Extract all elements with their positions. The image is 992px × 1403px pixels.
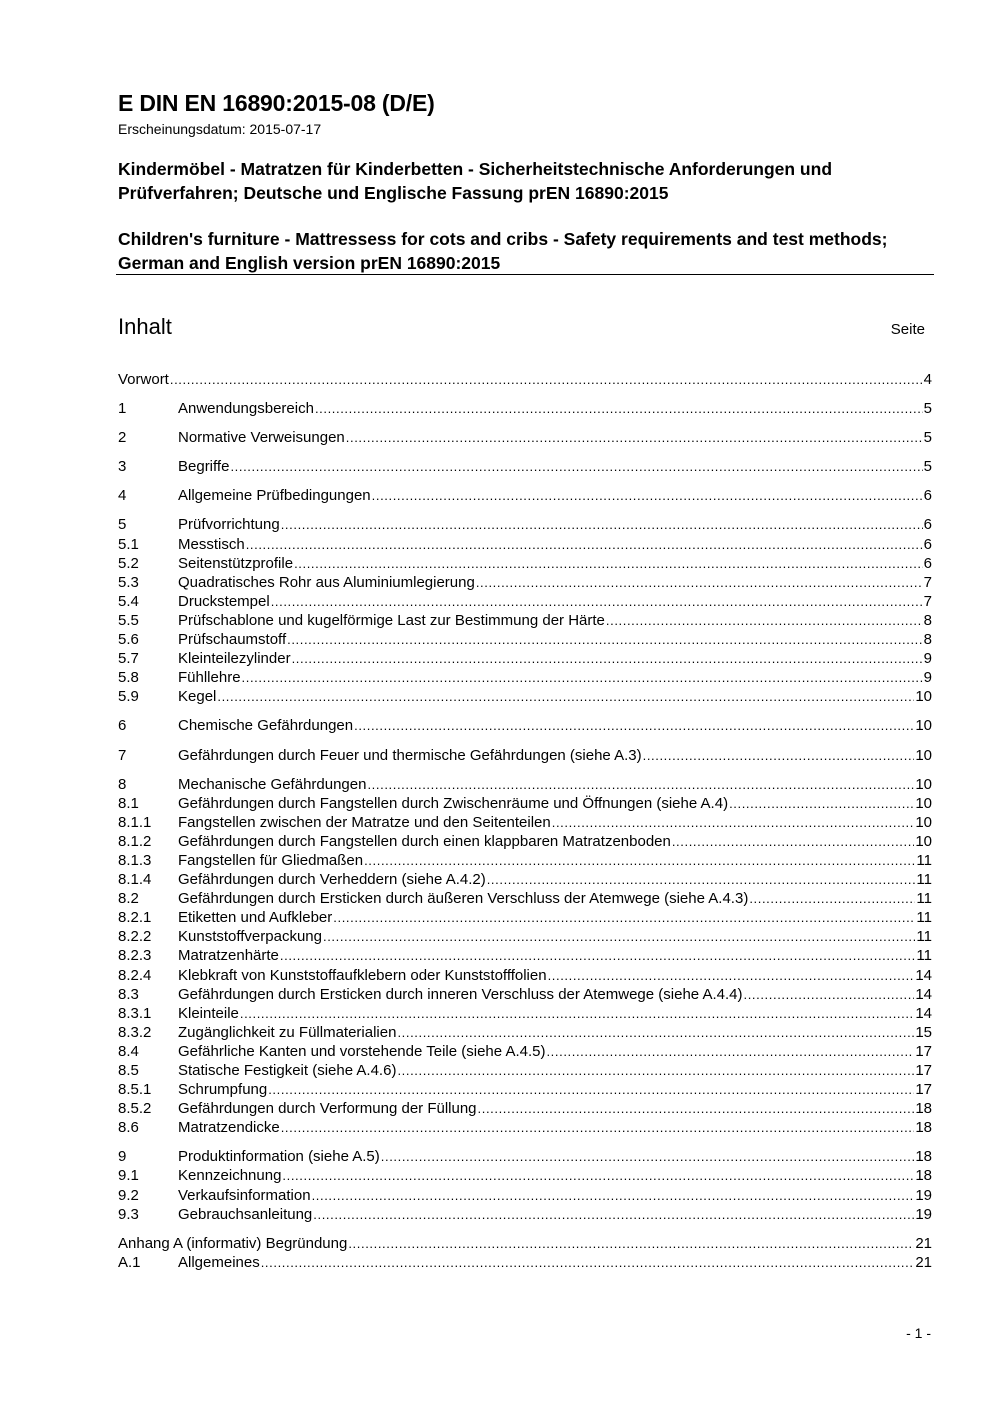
toc-leader-dots	[367, 775, 914, 794]
toc-entry-title: Druckstempel	[178, 592, 270, 610]
toc-leader-dots	[261, 1253, 915, 1272]
toc-entry-title: Statische Festigkeit (siehe A.4.6)	[178, 1062, 397, 1079]
toc-leader-dots	[487, 870, 916, 889]
toc-entry-page: 18	[915, 1148, 932, 1166]
toc-leader-dots	[372, 486, 923, 505]
toc-entry-title: Klebkraft von Kunststoffaufklebern oder Kunststofffolien	[178, 966, 547, 984]
toc-entry-page: 5	[923, 458, 932, 476]
toc-entry[interactable]	[118, 1166, 932, 1185]
toc-leader-dots	[292, 649, 923, 668]
toc-entry[interactable]	[118, 746, 932, 765]
toc-entry[interactable]	[118, 832, 932, 851]
toc-entry-title: Gefährdungen durch Verformung der Füllung	[178, 1100, 477, 1118]
toc-entry-page: 14	[915, 1004, 932, 1022]
toc-leader-dots	[744, 985, 915, 1004]
toc-entry[interactable]	[118, 1118, 932, 1137]
toc-leader-dots	[333, 908, 915, 927]
toc-entry-page: 11	[916, 851, 932, 869]
toc-entry[interactable]	[118, 1080, 932, 1099]
toc-entry-page: 11	[916, 928, 932, 946]
toc-leader-dots	[397, 1023, 914, 1042]
toc-entry-number: 8.2.1	[118, 909, 152, 927]
toc-leader-dots	[242, 668, 923, 687]
toc-entry-page: 17	[915, 1081, 932, 1099]
toc-leader-dots	[240, 1004, 914, 1023]
toc-entry[interactable]	[118, 1023, 932, 1042]
toc-leader-dots	[294, 554, 923, 573]
toc-leader-dots	[282, 1166, 914, 1185]
toc-entry-page: 6	[923, 516, 932, 534]
toc-entry[interactable]	[118, 1042, 932, 1061]
toc-entry-title: Kunststoffverpackung	[178, 928, 322, 946]
toc-entry-number: 8.1	[118, 794, 139, 812]
toc-entry[interactable]	[118, 515, 932, 534]
toc-entry-number: 8.2.3	[118, 947, 152, 965]
toc-entry-title: Vorwort	[118, 371, 169, 388]
toc-leader-dots	[170, 370, 923, 389]
toc-entry[interactable]	[118, 649, 932, 668]
toc-entry-number: 5	[118, 516, 127, 534]
toc-entry-page: 19	[915, 1205, 932, 1223]
toc-entry[interactable]	[118, 1147, 932, 1166]
annex-label: Anhang A	[118, 1234, 183, 1252]
toc-entry-number: 8.6	[118, 1119, 139, 1137]
toc-leader-dots	[246, 535, 923, 554]
toc-entry-page: 4	[923, 371, 932, 388]
toc-entry-number: 8.5.1	[118, 1081, 152, 1099]
toc-entry[interactable]	[118, 1253, 932, 1272]
toc-entry-page: 11	[916, 890, 932, 908]
toc-entry-number: 8.1.1	[118, 813, 152, 831]
toc-entry-number: 8.5	[118, 1062, 139, 1079]
toc-entry-number: 8.3.1	[118, 1004, 152, 1022]
toc-leader-dots	[281, 1118, 915, 1137]
toc-entry-number: 3	[118, 458, 127, 476]
toc-entry-title: Matratzenhärte	[178, 947, 279, 965]
toc-heading: Inhalt	[118, 314, 172, 339]
toc-leader-dots	[478, 1099, 915, 1118]
document-id: E DIN EN 16890:2015-08 (D/E)	[118, 90, 435, 116]
toc-entry-number: 9.2	[118, 1186, 139, 1204]
toc-entry-page: 19	[915, 1186, 932, 1204]
toc-entry-title: Schrumpfung	[178, 1081, 268, 1099]
toc-entry-title: Anwendungsbereich	[178, 400, 314, 418]
toc-entry[interactable]	[118, 573, 932, 592]
toc-leader-dots	[348, 1234, 914, 1253]
toc-entry-title: Kleinteilezylinder	[178, 650, 291, 668]
toc-leader-dots	[552, 813, 915, 832]
toc-entry-title: Kleinteile	[178, 1004, 239, 1022]
toc-entry-title: Kennzeichnung	[178, 1167, 282, 1185]
toc-entry-number: 8.3	[118, 985, 139, 1003]
toc-entry-page: 10	[915, 794, 932, 812]
toc-entry-number: 8.1.2	[118, 832, 152, 850]
toc-entry-page: 11	[916, 871, 932, 889]
toc-entry-page: 9	[923, 669, 932, 687]
toc-entry-title: Gefährdungen durch Ersticken durch äußeren Verschluss der Atemwege (siehe A.4.3)	[178, 890, 749, 908]
toc-entry-title: Gebrauchsanleitung	[178, 1205, 313, 1223]
toc-leader-dots	[230, 457, 922, 476]
toc-entry-page: 18	[915, 1119, 932, 1137]
toc-entry-page: 11	[916, 909, 932, 927]
toc-entry-number: 9.3	[118, 1205, 139, 1223]
toc-entry-title: Messtisch	[178, 535, 245, 553]
toc-entry-page: 18	[915, 1167, 932, 1185]
toc-entry-page: 11	[916, 947, 932, 965]
toc-entry[interactable]	[118, 668, 932, 687]
toc-entry-page: 6	[923, 487, 932, 505]
toc-entry-number: 6	[118, 717, 127, 735]
toc-entry-page: 17	[915, 1042, 932, 1060]
toc-entry-title: Prüfschablone und kugelförmige Last zur Bestimmung der Härte	[178, 611, 605, 629]
toc-entry-title: Chemische Gefährdungen	[178, 717, 354, 735]
toc-entry[interactable]	[118, 554, 932, 573]
toc-entry-title: Matratzendicke	[178, 1119, 280, 1137]
toc-entry-number: 5.7	[118, 650, 139, 668]
toc-entry[interactable]	[118, 794, 932, 813]
toc-entry-page: 15	[915, 1023, 932, 1041]
toc-entry-page: 5	[923, 429, 932, 447]
toc-entry[interactable]	[118, 630, 932, 649]
toc-entry[interactable]	[118, 1186, 932, 1205]
toc-entry-number: 8.4	[118, 1042, 139, 1060]
toc-entry-number: 8.5.2	[118, 1100, 152, 1118]
toc-entry[interactable]	[118, 1004, 932, 1023]
toc-entry[interactable]	[118, 611, 932, 630]
toc-entry-title: Gefährdungen durch Fangstellen durch Zwischenräume und Öffnungen (siehe A.4)	[178, 794, 729, 812]
toc-entry-number: 8.1.3	[118, 851, 152, 869]
toc-entry-number: 8.2.4	[118, 966, 152, 984]
toc-entry[interactable]	[118, 1061, 932, 1080]
publication-date: Erscheinungsdatum: 2015-07-17	[118, 121, 322, 137]
toc-entry-page: 10	[915, 717, 932, 735]
toc-entry-number: 5.9	[118, 688, 139, 706]
toc-entry-title: Fühllehre	[178, 669, 241, 687]
toc-leader-dots	[606, 611, 923, 630]
toc-entry[interactable]	[118, 428, 932, 447]
toc-entry-number: 5.4	[118, 592, 139, 610]
toc-entry[interactable]	[118, 1099, 932, 1118]
toc-entry-title: Prüfschaumstoff	[178, 631, 287, 649]
toc-entry-title: Gefährdungen durch Feuer und thermische Gefährdungen (siehe A.3)	[178, 746, 642, 764]
toc-entry-page: 6	[923, 535, 932, 553]
toc-entry-number: A.1	[118, 1253, 141, 1271]
toc-entry-page: 10	[915, 746, 932, 764]
toc-entry[interactable]	[118, 775, 932, 794]
toc-entry[interactable]	[118, 716, 932, 735]
toc-leader-dots	[643, 746, 915, 765]
toc-leader-dots	[280, 946, 916, 965]
toc-entry-title: Gefährliche Kanten und vorstehende Teile (siehe A.4.5)	[178, 1042, 546, 1060]
toc-entry-title: Produktinformation (siehe A.5)	[178, 1148, 380, 1166]
toc-entry-page: 10	[915, 688, 932, 706]
title-german: Kindermöbel - Matratzen für Kinderbetten - Sicherheitstechnische Anforderungen und Prüfverfahren; Deutsche und Englische Fassung prEN 16890:2015	[118, 159, 833, 203]
toc-entry-page: 10	[915, 832, 932, 850]
toc-leader-dots	[672, 832, 914, 851]
annex-type: (informativ)	[186, 1234, 262, 1252]
toc-entry[interactable]	[118, 592, 932, 611]
toc-entry-title: Allgemeine Prüfbedingungen	[178, 487, 371, 505]
toc-entry-title: Gefährdungen durch Verheddern (siehe A.4.2)	[178, 871, 486, 889]
toc-entry[interactable]	[118, 966, 932, 985]
toc-leader-dots	[313, 1205, 914, 1224]
toc-entry-title: Prüfvorrichtung	[178, 516, 280, 534]
toc-entry-page: 7	[923, 592, 932, 610]
toc-entry[interactable]	[118, 985, 932, 1004]
toc-leader-dots	[287, 630, 923, 649]
toc-leader-dots	[217, 687, 914, 706]
toc-entry[interactable]	[118, 889, 932, 908]
toc-entry-title: Zugänglichkeit zu Füllmaterialien	[178, 1023, 397, 1041]
toc-leader-dots	[364, 851, 915, 870]
toc-leader-dots	[312, 1186, 915, 1205]
toc-entry-title: Begriffe	[178, 458, 230, 476]
toc-entry-page: 6	[923, 554, 932, 572]
toc-entry-annex[interactable]	[118, 1234, 932, 1253]
title-divider	[116, 274, 934, 275]
toc-entry-number: 7	[118, 746, 127, 764]
toc-entry-page: 8	[923, 611, 932, 629]
toc-entry[interactable]	[118, 946, 932, 965]
toc-entry-number: 5.2	[118, 554, 139, 572]
toc-entry-page: 21	[915, 1253, 932, 1271]
toc-leader-dots	[749, 889, 915, 908]
toc-entry-number: 8.2	[118, 890, 139, 908]
toc-entry-title: Normative Verweisungen	[178, 429, 345, 447]
toc-entry-number: 5.3	[118, 573, 139, 591]
toc-entry-page: 10	[915, 813, 932, 831]
toc-leader-dots	[548, 966, 915, 985]
toc-entry-number: 8.1.4	[118, 871, 152, 889]
toc-leader-dots	[729, 794, 914, 813]
toc-entry-number: 2	[118, 429, 127, 447]
toc-entry-title: Gefährdungen durch Fangstellen durch einen klappbaren Matratzenboden	[178, 832, 671, 850]
toc-entry[interactable]	[118, 908, 932, 927]
toc-entry-title: Allgemeines	[178, 1253, 260, 1271]
toc-leader-dots	[315, 399, 923, 418]
toc-entry-number: 5.5	[118, 611, 139, 629]
toc-entry-number: 9	[118, 1148, 127, 1166]
toc-entry-number: 5.6	[118, 631, 139, 649]
toc-entry-title: Etiketten und Aufkleber	[178, 909, 333, 927]
toc-entry[interactable]	[118, 813, 932, 832]
toc-entry[interactable]	[118, 457, 932, 476]
title-english: Children's furniture - Mattressess for cots and cribs - Safety requirements and test methods; German and English version prEN 16890:2015	[118, 229, 888, 273]
toc-entry-page: 21	[915, 1234, 932, 1252]
toc-entry[interactable]	[118, 927, 932, 946]
toc-entry-page: 14	[915, 966, 932, 984]
toc-page-label: Seite	[890, 321, 925, 338]
toc-annex-title	[118, 1234, 347, 1253]
toc-entry-title: Gefährdungen durch Ersticken durch inneren Verschluss der Atemwege (siehe A.4.4)	[178, 985, 743, 1003]
toc-entry-number: 4	[118, 487, 127, 505]
toc-entry-number: 1	[118, 400, 127, 418]
toc-entry-number: 9.1	[118, 1167, 139, 1185]
toc-entry[interactable]	[118, 535, 932, 554]
toc-entry-title: Mechanische Gefährdungen	[178, 775, 367, 793]
toc-leader-dots	[323, 927, 915, 946]
toc-entry-vorwort[interactable]	[118, 370, 932, 389]
toc-entry[interactable]	[118, 1205, 932, 1224]
toc-entry[interactable]	[118, 486, 932, 505]
toc-entry[interactable]	[118, 399, 932, 418]
toc-entry[interactable]	[118, 870, 932, 889]
toc-leader-dots	[271, 592, 923, 611]
page-number: - 1 -	[906, 1325, 931, 1341]
toc-entry-title: Fangstellen für Gliedmaßen	[178, 851, 364, 869]
toc-entry[interactable]	[118, 851, 932, 870]
toc-leader-dots	[397, 1061, 914, 1080]
toc-entry-page: 18	[915, 1100, 932, 1118]
toc-leader-dots	[268, 1080, 914, 1099]
toc-leader-dots	[476, 573, 923, 592]
toc-entry-title: Verkaufsinformation	[178, 1186, 311, 1204]
toc-entry-title: Quadratisches Rohr aus Aluminiumlegierung	[178, 573, 475, 591]
table-of-contents	[118, 370, 932, 1272]
toc-entry-page: 14	[915, 985, 932, 1003]
toc-leader-dots	[381, 1147, 915, 1166]
toc-entry-number: 5.8	[118, 669, 139, 687]
toc-entry-title: Kegel	[178, 688, 217, 706]
toc-entry-number: 8.2.2	[118, 928, 152, 946]
toc-entry-page: 9	[923, 650, 932, 668]
toc-entry-page: 17	[915, 1062, 932, 1079]
toc-entry-title: Seitenstützprofile	[178, 554, 294, 572]
toc-entry-number: 8.3.2	[118, 1023, 152, 1041]
toc-leader-dots	[354, 716, 914, 735]
annex-name: Begründung	[265, 1234, 348, 1252]
toc-entry-title: Fangstellen zwischen der Matratze und den Seitenteilen	[178, 813, 551, 831]
toc-entry-number: 5.1	[118, 535, 139, 553]
toc-leader-dots	[281, 515, 923, 534]
toc-entry-page: 10	[915, 775, 932, 793]
toc-entry[interactable]	[118, 687, 932, 706]
toc-leader-dots	[546, 1042, 914, 1061]
toc-entry-number: 8	[118, 775, 127, 793]
toc-entry-page: 8	[923, 631, 932, 649]
toc-entry-page: 5	[923, 400, 932, 418]
toc-entry-page: 7	[923, 573, 932, 591]
toc-leader-dots	[346, 428, 923, 447]
